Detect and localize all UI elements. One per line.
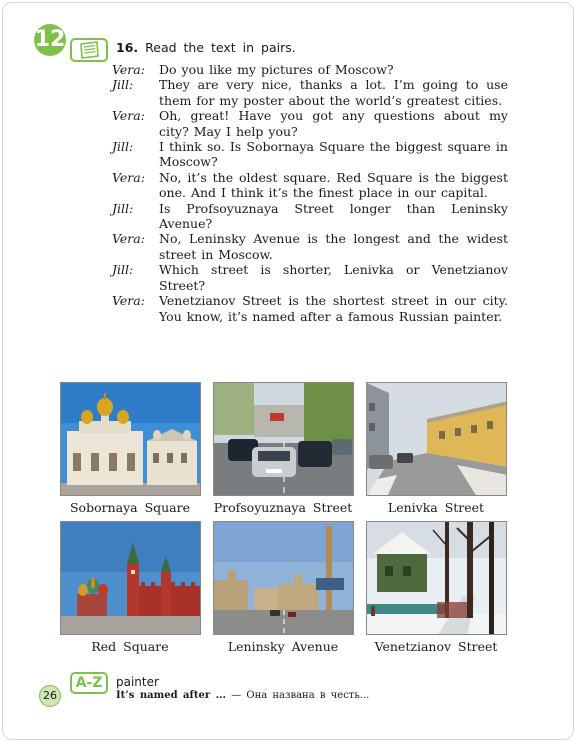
- photo-caption: Venetzianov Street: [374, 639, 498, 654]
- dialogue-line: [112, 139, 508, 170]
- speech-text: Do you like my pictures of Moscow?: [159, 62, 394, 77]
- dialogue-line: [112, 77, 508, 108]
- photo-caption: Profsoyuznaya Street: [213, 500, 353, 515]
- speaker-name: Jill:: [112, 200, 134, 216]
- speaker-name: Jill:: [112, 262, 134, 278]
- page-number: 26: [39, 685, 61, 707]
- dialogue-line: [112, 201, 508, 232]
- dialogue-line: [112, 170, 508, 201]
- speech-text: No, Leninsky Avenue is the longest and the widest street in Moscow.: [159, 231, 508, 262]
- dialogue-line: [112, 231, 508, 262]
- photo-caption: Sobornaya Square: [69, 500, 191, 515]
- speaker-name: Vera:: [112, 108, 145, 124]
- speech-text: Oh, great! Have you got any questions about my city? May I help you?: [159, 108, 508, 139]
- speaker-name: Jill:: [112, 77, 134, 93]
- vocabulary-word: painter: [116, 675, 159, 689]
- speaker-name: Vera:: [112, 169, 145, 185]
- photo-lenivka-street: [366, 382, 507, 496]
- speech-text: Venetzianov Street is the shortest street in our city. You know, it’s named after a famous Russian painter.: [159, 293, 508, 324]
- exercise-title: [116, 40, 296, 55]
- photo-leninsky-avenue: [213, 521, 354, 635]
- dialogue-line: [112, 262, 508, 293]
- photo-caption: Red Square: [91, 639, 169, 654]
- unit-number-badge: 12: [34, 24, 66, 56]
- photo-profsoyuznaya-street: [213, 382, 354, 496]
- dictionary-az-icon: A-Z: [70, 672, 108, 694]
- phrase-english: It’s named after ...: [116, 690, 227, 701]
- dialogue-line: [112, 293, 508, 324]
- speaker-name: Jill:: [112, 139, 134, 155]
- speech-text: They are very nice, thanks a lot. I’m going to use them for my poster about the world’s greatest cities.: [159, 77, 508, 108]
- dialogue-line: [112, 108, 508, 139]
- speaker-name: Vera:: [112, 62, 145, 77]
- speech-text: Is Profsoyuznaya Street longer than Leninsky Avenue?: [159, 200, 508, 232]
- photo-red-square: [60, 521, 201, 635]
- exercise-number: 16.: [116, 40, 139, 55]
- dialogue: [112, 62, 508, 324]
- speech-text: Which street is shorter, Lenivka or Venetzianov Street?: [159, 262, 508, 293]
- speech-text: No, it’s the oldest square. Red Square is the biggest one. And I think it’s the finest place in our capital.: [159, 169, 508, 201]
- reading-book-icon: [70, 38, 108, 62]
- speaker-name: Vera:: [112, 231, 145, 247]
- phrase-russian: — Она названа в честь...: [231, 690, 370, 701]
- photo-venetzianov-street: [366, 521, 507, 635]
- dialogue-line: [112, 62, 508, 77]
- photo-caption: Leninsky Avenue: [227, 639, 339, 654]
- vocabulary-phrase: [116, 690, 369, 701]
- speech-text: I think so. Is Sobornaya Square the biggest square in Moscow?: [159, 139, 508, 170]
- exercise-instruction: Read the text in pairs.: [145, 40, 296, 55]
- photo-sobornaya-square: [60, 382, 201, 496]
- speaker-name: Vera:: [112, 293, 145, 309]
- photo-caption: Lenivka Street: [387, 500, 485, 515]
